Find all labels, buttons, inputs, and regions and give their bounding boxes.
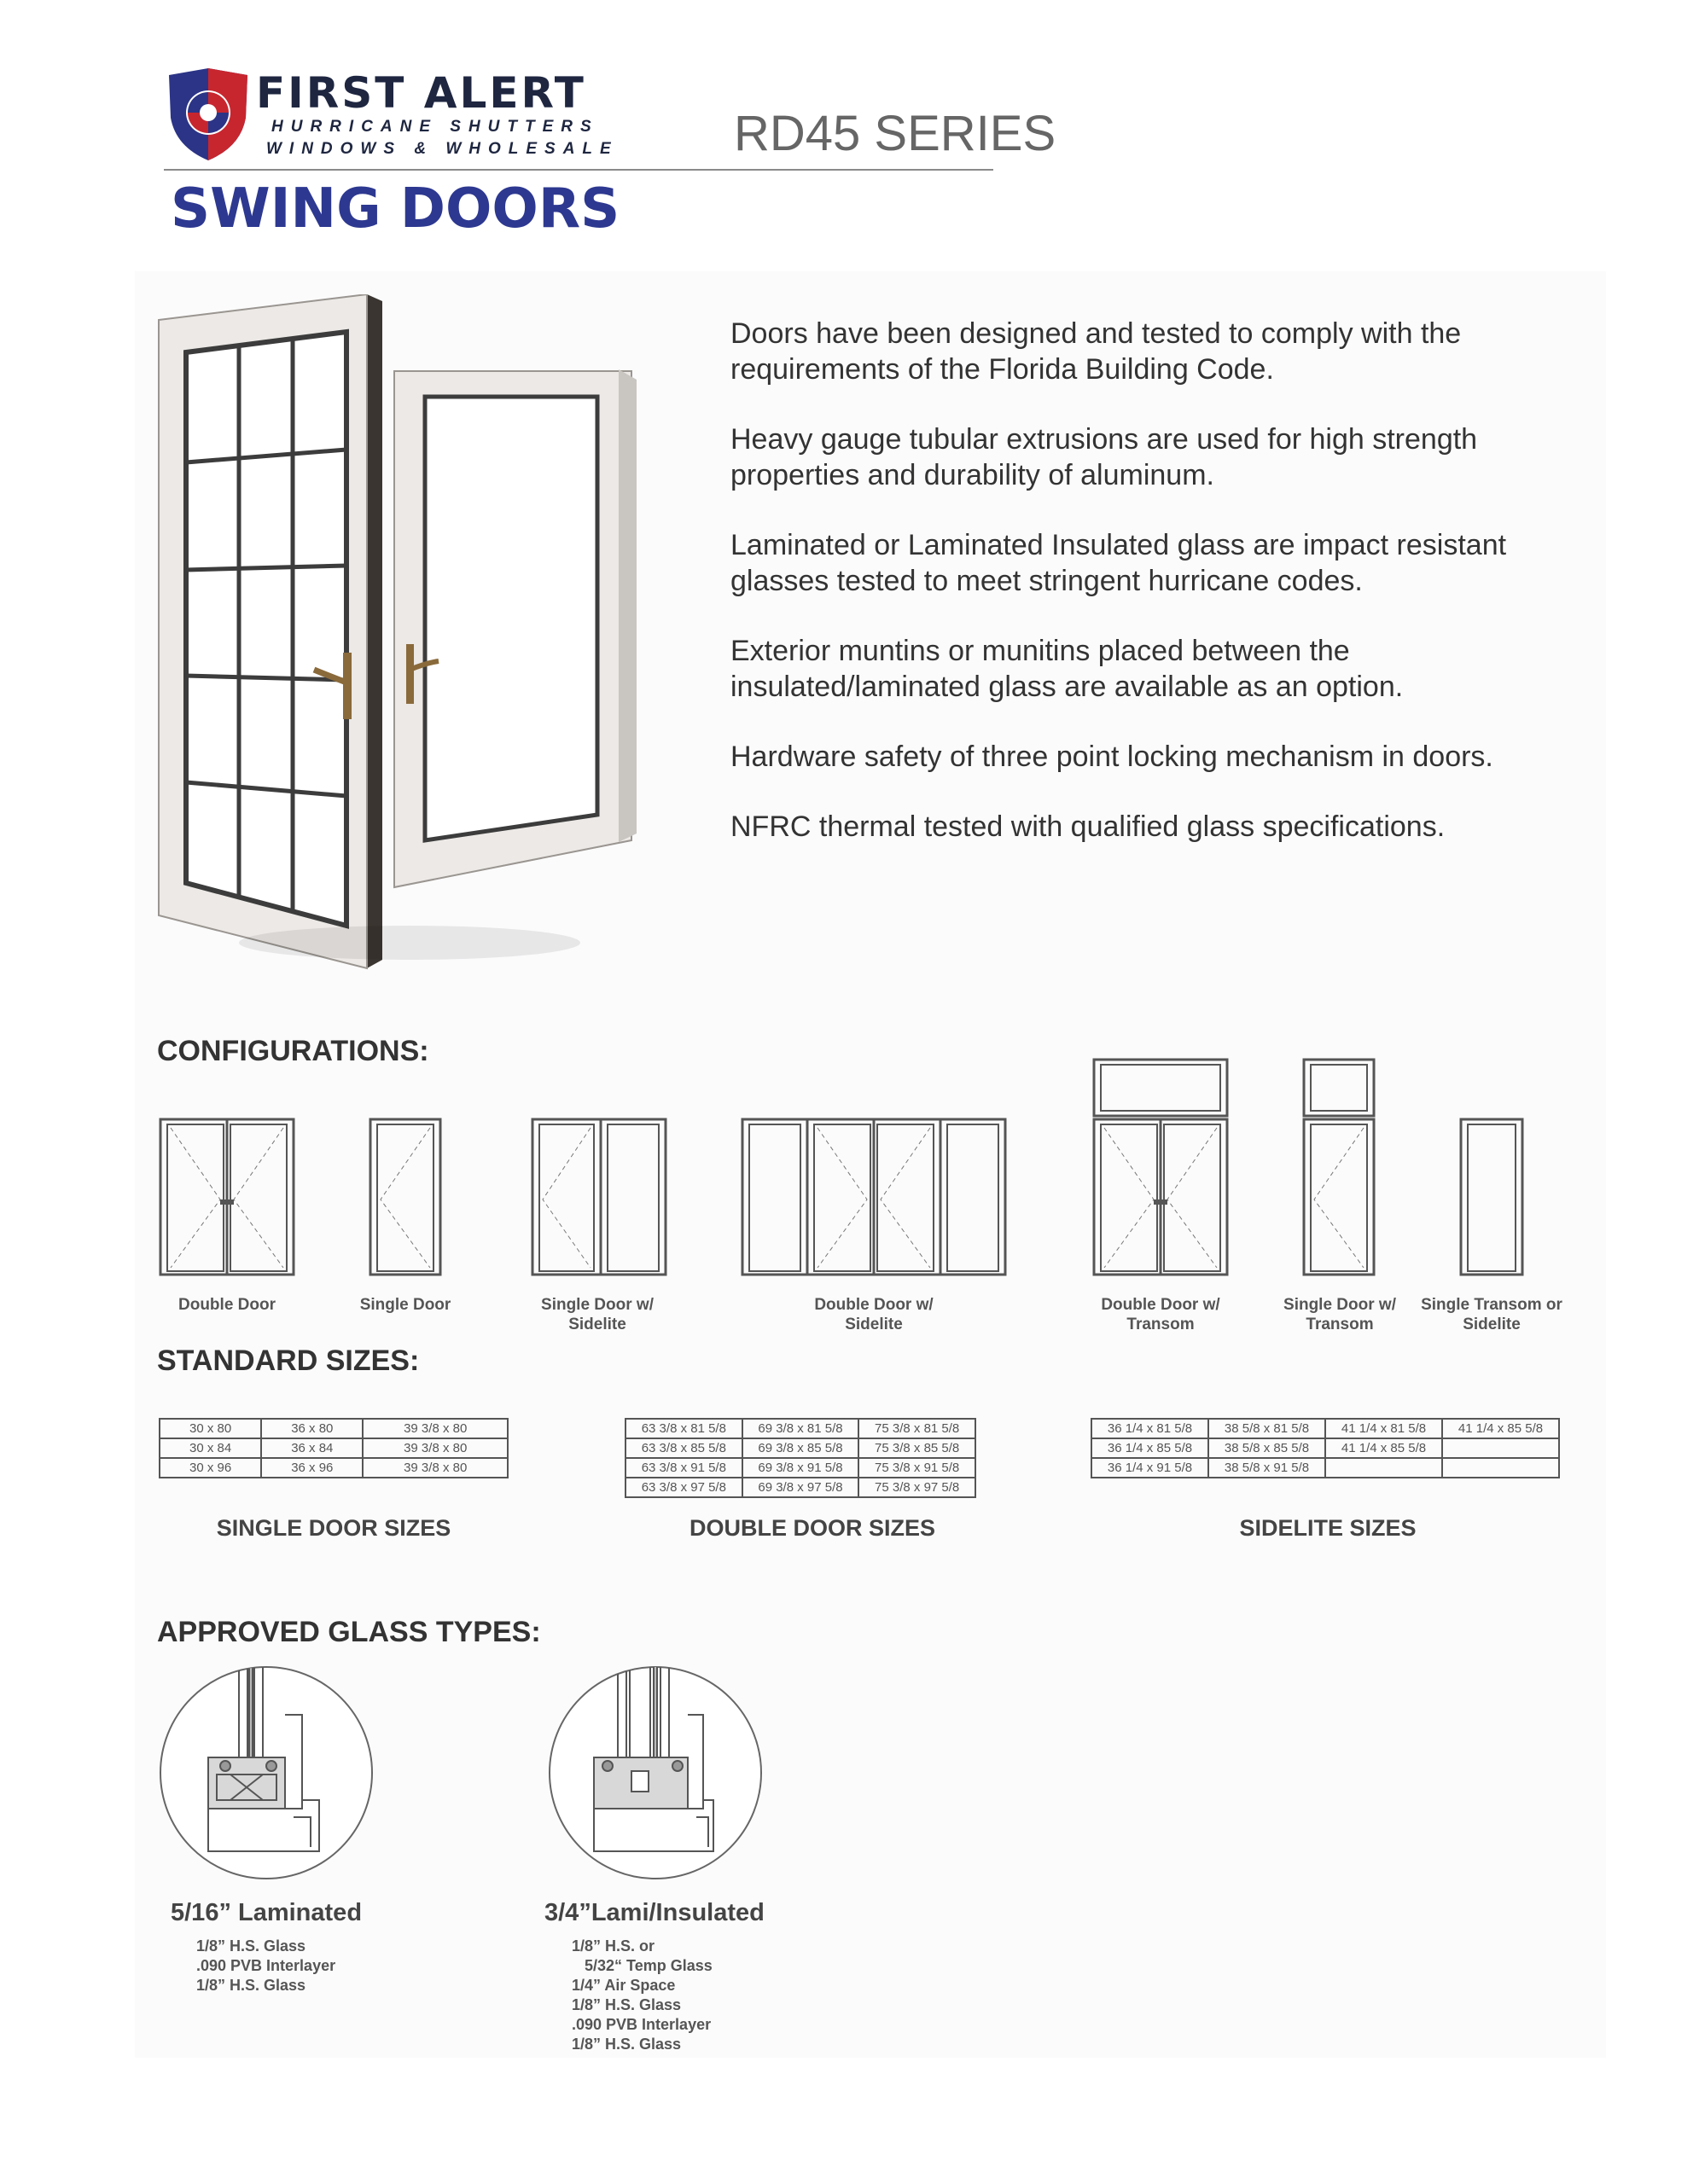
table-cell: 30 x 84 [160, 1438, 261, 1458]
table-row [160, 1438, 508, 1458]
table-cell: 75 3/8 x 85 5/8 [858, 1438, 975, 1458]
table-row [1091, 1458, 1559, 1478]
table-row [1091, 1419, 1559, 1438]
brand-tagline [266, 116, 619, 160]
laminated-glass-section-diagram [157, 1664, 375, 1886]
table-cell: 63 3/8 x 97 5/8 [625, 1478, 742, 1497]
table-cell: 36 x 80 [261, 1419, 363, 1438]
header-divider [164, 169, 993, 171]
table-cell: 69 3/8 x 91 5/8 [742, 1458, 859, 1478]
table-cell: 41 1/4 x 81 5/8 [1325, 1419, 1442, 1438]
table-cell: 75 3/8 x 81 5/8 [858, 1419, 975, 1438]
table-cell: 63 3/8 x 81 5/8 [625, 1419, 742, 1438]
table-cell [1442, 1458, 1559, 1478]
lami-insulated-glass-section-diagram [546, 1664, 765, 1886]
glass-type-name: 5/16” Laminated [171, 1899, 363, 1926]
table-cell: 39 3/8 x 80 [363, 1438, 508, 1458]
table-cell [1325, 1458, 1442, 1478]
description-line: NFRC thermal tested with qualified glass specifications. [730, 810, 1446, 843]
brand-name: FIRST ALERT [256, 68, 586, 118]
table-row [625, 1419, 975, 1438]
config-label: Single Transom or Sidelite [1421, 1296, 1562, 1333]
config-single-door-diagram [369, 1118, 442, 1281]
standard-sizes-heading: STANDARD SIZES: [157, 1345, 420, 1377]
sidelite-sizes-caption: SIDELITE SIZES [1239, 1515, 1417, 1541]
config-label: Double Door w/ Sidelite [814, 1296, 934, 1333]
table-cell: 36 1/4 x 81 5/8 [1091, 1419, 1208, 1438]
table-cell: 36 1/4 x 85 5/8 [1091, 1438, 1208, 1458]
table-cell: 41 1/4 x 85 5/8 [1325, 1438, 1442, 1458]
table-row [625, 1438, 975, 1458]
table-cell: 39 3/8 x 80 [363, 1419, 508, 1438]
product-description [730, 316, 1584, 879]
table-cell: 41 1/4 x 85 5/8 [1442, 1419, 1559, 1438]
table-cell: 75 3/8 x 97 5/8 [858, 1478, 975, 1497]
config-label: Double Door w/ Transom [1101, 1296, 1220, 1333]
config-transom-sidelite-diagram [1459, 1118, 1524, 1281]
description-line: Doors have been designed and tested to comply with the requirements of the Florida Building Code. [730, 317, 1462, 386]
description-line: Hardware safety of three point locking mechanism in doors. [730, 741, 1493, 773]
description-line: Laminated or Laminated Insulated glass are impact resistant glasses tested to meet stringent hurricane codes. [730, 529, 1507, 597]
table-cell: 30 x 80 [160, 1419, 261, 1438]
glass-type-spec: 1/8” H.S. or 5/32“ Temp Glass 1/4” Air Space 1/8” H.S. Glass .090 PVB Interlayer 1/8” H.S. Glass [572, 1937, 713, 2053]
glass-type-spec: 1/8” H.S. Glass .090 PVB Interlayer 1/8” H.S. Glass [196, 1937, 336, 1994]
config-label: Single Door w/ Sidelite [541, 1296, 654, 1333]
table-cell: 69 3/8 x 97 5/8 [742, 1478, 859, 1497]
description-line: Exterior muntins or munitins placed between the insulated/laminated glass are available as an option. [730, 635, 1404, 703]
config-label: Single Door w/ Transom [1283, 1296, 1396, 1333]
glass-types-heading: APPROVED GLASS TYPES: [157, 1616, 541, 1648]
table-cell: 36 x 96 [261, 1458, 363, 1478]
config-double-door-diagram [159, 1118, 295, 1281]
table-row [160, 1458, 508, 1478]
door-illustration [154, 294, 666, 981]
table-row [625, 1478, 975, 1497]
config-double-door-sidelite-diagram [741, 1118, 1007, 1281]
table-row [625, 1458, 975, 1478]
single-door-sizes-caption: SINGLE DOOR SIZES [216, 1515, 451, 1541]
table-cell: 38 5/8 x 91 5/8 [1208, 1458, 1325, 1478]
table-cell: 39 3/8 x 80 [363, 1458, 508, 1478]
table-cell: 36 x 84 [261, 1438, 363, 1458]
table-cell: 69 3/8 x 81 5/8 [742, 1419, 859, 1438]
table-row [160, 1419, 508, 1438]
config-single-door-sidelite-diagram [531, 1118, 667, 1281]
double-door-sizes-caption: DOUBLE DOOR SIZES [689, 1515, 936, 1541]
sidelite-sizes-table [1091, 1418, 1560, 1478]
table-cell: 63 3/8 x 91 5/8 [625, 1458, 742, 1478]
brand-tagline-line1: HURRICANE SHUTTERS [271, 118, 599, 136]
table-cell: 38 5/8 x 81 5/8 [1208, 1419, 1325, 1438]
table-cell: 69 3/8 x 85 5/8 [742, 1438, 859, 1458]
series-name: RD45 SERIES [734, 106, 1056, 161]
brand-tagline-line2: WINDOWS & WHOLESALE [266, 140, 619, 158]
table-cell: 36 1/4 x 91 5/8 [1091, 1458, 1208, 1478]
configurations-heading: CONFIGURATIONS: [157, 1035, 429, 1067]
page-title: SWING DOORS [171, 177, 620, 241]
brand-logo-shield [164, 67, 253, 162]
config-label: Single Door [359, 1296, 451, 1314]
table-cell: 63 3/8 x 85 5/8 [625, 1438, 742, 1458]
config-label: Double Door [178, 1296, 276, 1314]
single-door-sizes-table [159, 1418, 509, 1478]
description-line: Heavy gauge tubular extrusions are used for high strength properties and durability of aluminum. [730, 423, 1478, 491]
config-single-door-transom-diagram [1302, 1058, 1376, 1281]
table-cell [1442, 1438, 1559, 1458]
config-double-door-transom-diagram [1092, 1058, 1229, 1281]
table-cell: 30 x 96 [160, 1458, 261, 1478]
table-cell: 75 3/8 x 91 5/8 [858, 1458, 975, 1478]
table-cell: 38 5/8 x 85 5/8 [1208, 1438, 1325, 1458]
glass-type-name: 3/4”Lami/Insulated [544, 1899, 765, 1926]
table-row [1091, 1438, 1559, 1458]
double-door-sizes-table [625, 1418, 976, 1498]
